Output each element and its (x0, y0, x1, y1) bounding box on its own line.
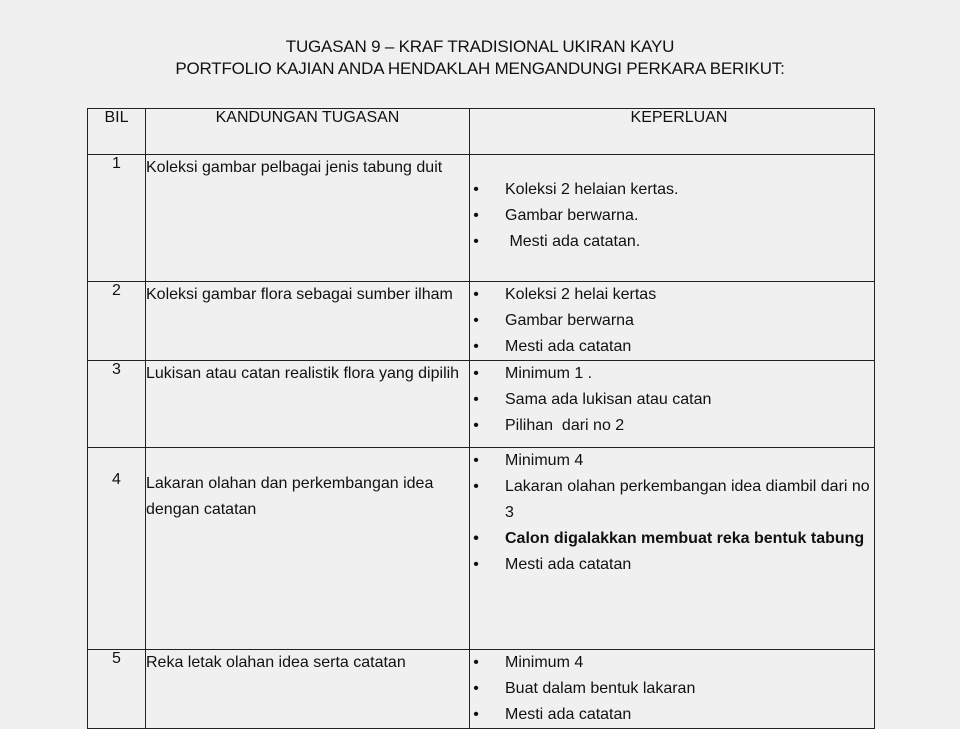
table-row (88, 650, 875, 729)
row-number: 2 (88, 282, 146, 361)
title-line-2: PORTFOLIO KAJIAN ANDA HENDAKLAH MENGANDUNGI PERKARA BERIKUT: (175, 59, 785, 78)
bullet-icon: • (473, 286, 479, 303)
document-title (0, 36, 960, 80)
bullet-icon: • (473, 365, 479, 382)
row-content: Lakaran olahan dan perkembangan idea dengan catatan (146, 448, 470, 650)
table-row (88, 448, 875, 650)
table-row (88, 155, 875, 282)
row-requirements (470, 155, 875, 282)
row-requirements (470, 448, 875, 650)
requirement-item: • Pilihan dari no 2 (470, 413, 874, 439)
requirement-item: • Mesti ada catatan (470, 702, 874, 728)
bullet-icon: • (473, 181, 479, 198)
row-content: Koleksi gambar flora sebagai sumber ilham (146, 282, 470, 361)
table-row (88, 361, 875, 448)
requirement-item: • Koleksi 2 helai kertas (470, 282, 874, 308)
requirement-item: • Minimum 4 (470, 650, 874, 676)
table-header-row (88, 109, 875, 155)
header-requirements: KEPERLUAN (470, 109, 875, 155)
requirement-item: • Mesti ada catatan (470, 334, 874, 360)
requirement-item: • Sama ada lukisan atau catan (470, 387, 874, 413)
bullet-icon: • (473, 207, 479, 224)
table-row (88, 282, 875, 361)
bullet-icon: • (473, 417, 479, 434)
row-requirements (470, 282, 875, 361)
requirement-item: • Gambar berwarna (470, 308, 874, 334)
requirement-item: • Lakaran olahan perkembangan idea diambil dari no 3 (470, 474, 874, 526)
bullet-icon: • (473, 233, 479, 250)
row-content: Reka letak olahan idea serta catatan (146, 650, 470, 729)
bullet-icon: • (473, 706, 479, 723)
bullet-icon: • (473, 312, 479, 329)
bullet-icon: • (473, 556, 479, 573)
row-number: 5 (88, 650, 146, 729)
requirements-table (87, 108, 875, 729)
requirement-item: • Minimum 4 (470, 448, 874, 474)
row-number: 3 (88, 361, 146, 448)
requirement-item: • Gambar berwarna. (470, 203, 874, 229)
requirement-item: • Buat dalam bentuk lakaran (470, 676, 874, 702)
bullet-icon: • (473, 654, 479, 671)
bullet-icon: • (473, 680, 479, 697)
requirement-item: • Mesti ada catatan (470, 552, 874, 578)
header-bil: BIL (88, 109, 146, 155)
bullet-icon: • (473, 391, 479, 408)
row-requirements (470, 650, 875, 729)
row-content: Koleksi gambar pelbagai jenis tabung duit (146, 155, 470, 282)
bullet-icon: • (473, 452, 479, 469)
bullet-icon: • (473, 338, 479, 355)
requirement-item: • Mesti ada catatan. (470, 229, 874, 255)
row-number: 4 (88, 448, 146, 650)
bullet-icon: • (473, 478, 479, 495)
header-content: KANDUNGAN TUGASAN (146, 109, 470, 155)
title-line-1: TUGASAN 9 – KRAF TRADISIONAL UKIRAN KAYU (285, 37, 675, 56)
requirement-item: • Minimum 1 . (470, 361, 874, 387)
row-number: 1 (88, 155, 146, 282)
requirement-item: • Koleksi 2 helaian kertas. (470, 177, 874, 203)
bullet-icon: • (473, 530, 479, 547)
requirement-item-emphasis: • Calon digalakkan membuat reka bentuk tabung (470, 526, 874, 552)
row-content: Lukisan atau catan realistik flora yang dipilih (146, 361, 470, 448)
row-requirements (470, 361, 875, 448)
